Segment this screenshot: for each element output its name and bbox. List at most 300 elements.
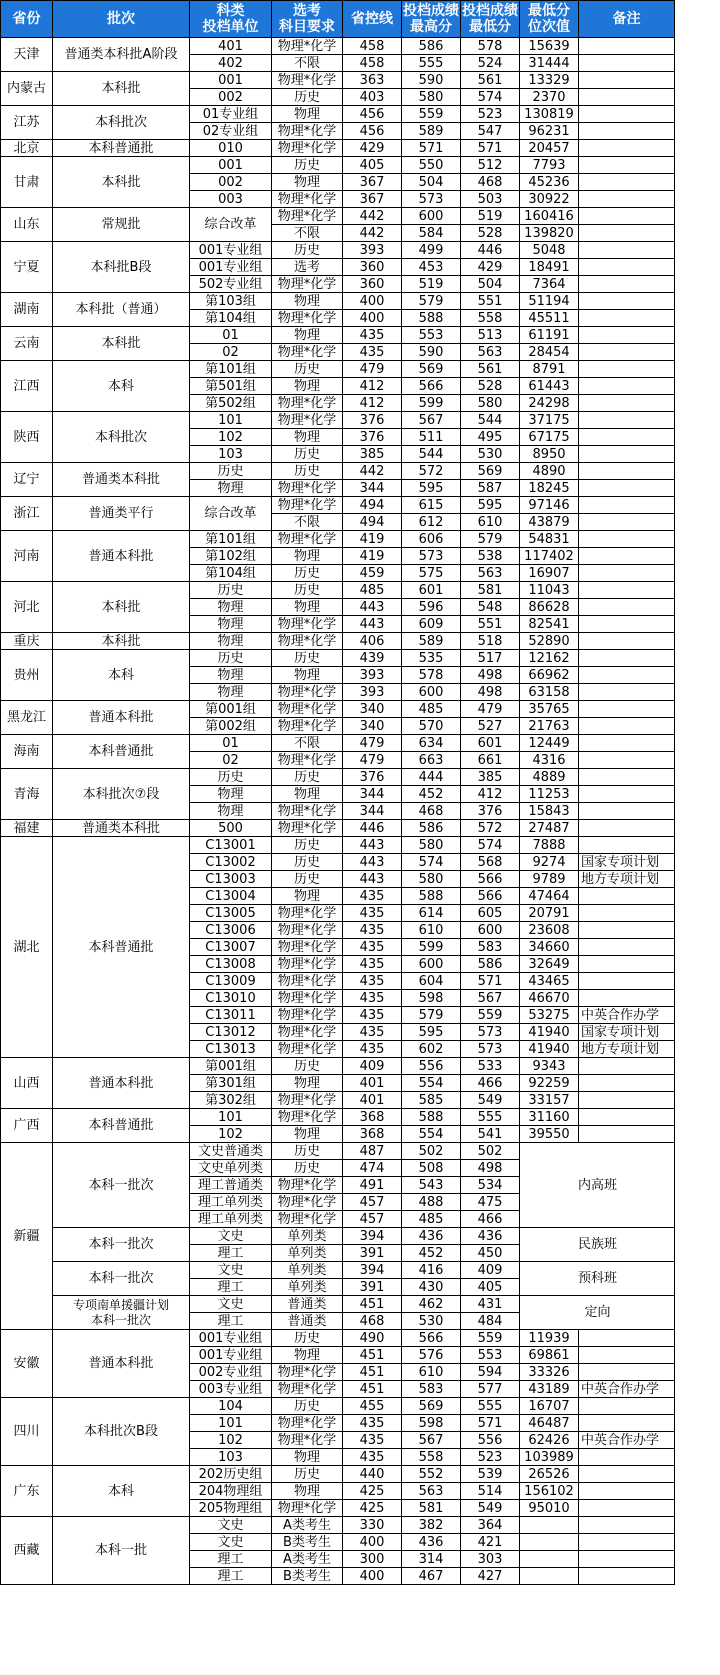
note-cell bbox=[579, 1415, 675, 1432]
note-cell bbox=[579, 378, 675, 395]
unit-cell: 102 bbox=[190, 1432, 272, 1449]
batch-cell: 本科批B段 bbox=[53, 242, 190, 293]
subject-cell: 物理 bbox=[272, 1347, 343, 1364]
note-cell bbox=[579, 1126, 675, 1143]
control-line-cell: 406 bbox=[343, 633, 402, 650]
max-score-cell: 467 bbox=[402, 1568, 461, 1585]
max-score-cell: 634 bbox=[402, 735, 461, 752]
table-row bbox=[1, 1262, 675, 1279]
unit-cell: C13013 bbox=[190, 1041, 272, 1058]
province-cell: 湖南 bbox=[1, 293, 53, 327]
unit-cell: 010 bbox=[190, 140, 272, 157]
max-score-cell: 488 bbox=[402, 1194, 461, 1211]
min-rank-cell: 139820 bbox=[520, 225, 579, 242]
max-score-cell: 569 bbox=[402, 1398, 461, 1415]
min-score-cell: 385 bbox=[461, 769, 520, 786]
unit-cell: 500 bbox=[190, 820, 272, 837]
min-rank-cell: 32649 bbox=[520, 956, 579, 973]
province-cell: 甘肃 bbox=[1, 157, 53, 208]
max-score-cell: 600 bbox=[402, 684, 461, 701]
unit-cell: 001专业组 bbox=[190, 1347, 272, 1364]
min-score-cell: 561 bbox=[461, 361, 520, 378]
batch-cell: 本科批 bbox=[53, 633, 190, 650]
header-min-rank: 最低分 位次值 bbox=[520, 1, 579, 38]
control-line-cell: 405 bbox=[343, 157, 402, 174]
min-rank-cell: 33326 bbox=[520, 1364, 579, 1381]
min-rank-cell: 37175 bbox=[520, 412, 579, 429]
min-rank-cell: 45236 bbox=[520, 174, 579, 191]
note-cell bbox=[579, 769, 675, 786]
note-cell bbox=[579, 174, 675, 191]
min-rank-cell: 47464 bbox=[520, 888, 579, 905]
min-score-cell: 303 bbox=[461, 1551, 520, 1568]
note-cell bbox=[579, 667, 675, 684]
max-score-cell: 595 bbox=[402, 480, 461, 497]
note-cell: 预科班 bbox=[520, 1262, 675, 1296]
table-row bbox=[1, 242, 675, 259]
note-cell bbox=[579, 1364, 675, 1381]
control-line-cell: 458 bbox=[343, 38, 402, 55]
subject-cell: 单列类 bbox=[272, 1245, 343, 1262]
batch-cell: 本科一批次 bbox=[53, 1143, 190, 1228]
header-batch: 批次 bbox=[53, 1, 190, 38]
max-score-cell: 550 bbox=[402, 157, 461, 174]
max-score-cell: 588 bbox=[402, 1109, 461, 1126]
max-score-cell: 579 bbox=[402, 293, 461, 310]
max-score-cell: 600 bbox=[402, 956, 461, 973]
province-cell: 安徽 bbox=[1, 1330, 53, 1398]
table-row bbox=[1, 412, 675, 429]
province-cell: 辽宁 bbox=[1, 463, 53, 497]
table-row bbox=[1, 1228, 675, 1245]
max-score-cell: 599 bbox=[402, 395, 461, 412]
control-line-cell: 442 bbox=[343, 208, 402, 225]
province-cell: 浙江 bbox=[1, 497, 53, 531]
min-score-cell: 528 bbox=[461, 225, 520, 242]
table-row bbox=[1, 650, 675, 667]
batch-cell: 本科批（普通） bbox=[53, 293, 190, 327]
unit-cell: 204物理组 bbox=[190, 1483, 272, 1500]
min-rank-cell: 18245 bbox=[520, 480, 579, 497]
min-score-cell: 466 bbox=[461, 1075, 520, 1092]
control-line-cell: 376 bbox=[343, 412, 402, 429]
min-score-cell: 577 bbox=[461, 1381, 520, 1398]
note-cell bbox=[579, 327, 675, 344]
unit-cell: C13011 bbox=[190, 1007, 272, 1024]
min-rank-cell: 23608 bbox=[520, 922, 579, 939]
min-score-cell: 586 bbox=[461, 956, 520, 973]
min-rank-cell: 61443 bbox=[520, 378, 579, 395]
min-score-cell: 573 bbox=[461, 1041, 520, 1058]
control-line-cell: 360 bbox=[343, 276, 402, 293]
subject-cell: A类考生 bbox=[272, 1551, 343, 1568]
control-line-cell: 446 bbox=[343, 820, 402, 837]
min-score-cell: 567 bbox=[461, 990, 520, 1007]
control-line-cell: 394 bbox=[343, 1228, 402, 1245]
province-cell: 青海 bbox=[1, 769, 53, 820]
subject-cell: 物理*化学 bbox=[272, 990, 343, 1007]
max-score-cell: 596 bbox=[402, 599, 461, 616]
min-score-cell: 587 bbox=[461, 480, 520, 497]
max-score-cell: 555 bbox=[402, 55, 461, 72]
min-score-cell: 569 bbox=[461, 463, 520, 480]
note-cell bbox=[579, 242, 675, 259]
note-cell bbox=[579, 786, 675, 803]
subject-cell: 物理*化学 bbox=[272, 1007, 343, 1024]
subject-cell: 物理*化学 bbox=[272, 701, 343, 718]
unit-cell: 502专业组 bbox=[190, 276, 272, 293]
control-line-cell: 344 bbox=[343, 480, 402, 497]
subject-cell: 物理 bbox=[272, 293, 343, 310]
max-score-cell: 575 bbox=[402, 565, 461, 582]
control-line-cell: 451 bbox=[343, 1347, 402, 1364]
max-score-cell: 511 bbox=[402, 429, 461, 446]
batch-cell: 本科 bbox=[53, 1466, 190, 1517]
table-row bbox=[1, 1143, 675, 1160]
batch-cell: 专项南单援疆计划 本科一批次 bbox=[53, 1296, 190, 1330]
subject-cell: 物理*化学 bbox=[272, 140, 343, 157]
min-rank-cell: 92259 bbox=[520, 1075, 579, 1092]
max-score-cell: 590 bbox=[402, 72, 461, 89]
min-score-cell: 571 bbox=[461, 1415, 520, 1432]
unit-cell: 202历史组 bbox=[190, 1466, 272, 1483]
batch-cell: 普通类本科批 bbox=[53, 820, 190, 837]
subject-cell: B类考生 bbox=[272, 1534, 343, 1551]
note-cell bbox=[579, 531, 675, 548]
table-row bbox=[1, 293, 675, 310]
subject-cell: 物理*化学 bbox=[272, 922, 343, 939]
note-cell: 地方专项计划 bbox=[579, 871, 675, 888]
unit-cell: 第104组 bbox=[190, 310, 272, 327]
subject-cell: 物理 bbox=[272, 599, 343, 616]
control-line-cell: 393 bbox=[343, 684, 402, 701]
note-cell bbox=[579, 905, 675, 922]
unit-cell: 物理 bbox=[190, 684, 272, 701]
header-unit: 科类 投档单位 bbox=[190, 1, 272, 38]
subject-cell: 单列类 bbox=[272, 1262, 343, 1279]
min-score-cell: 364 bbox=[461, 1517, 520, 1534]
batch-cell: 本科批 bbox=[53, 327, 190, 361]
control-line-cell: 435 bbox=[343, 327, 402, 344]
min-rank-cell: 16907 bbox=[520, 565, 579, 582]
control-line-cell: 363 bbox=[343, 72, 402, 89]
unit-cell: 002专业组 bbox=[190, 1364, 272, 1381]
min-rank-cell: 9343 bbox=[520, 1058, 579, 1075]
min-score-cell: 538 bbox=[461, 548, 520, 565]
note-cell bbox=[579, 565, 675, 582]
unit-cell: 01 bbox=[190, 327, 272, 344]
subject-cell: 物理*化学 bbox=[272, 1024, 343, 1041]
min-score-cell: 595 bbox=[461, 497, 520, 514]
unit-cell: 第101组 bbox=[190, 361, 272, 378]
min-score-cell: 559 bbox=[461, 1330, 520, 1347]
subject-cell: 普通类 bbox=[272, 1296, 343, 1313]
max-score-cell: 453 bbox=[402, 259, 461, 276]
note-cell bbox=[579, 157, 675, 174]
control-line-cell: 435 bbox=[343, 1007, 402, 1024]
table-row bbox=[1, 140, 675, 157]
max-score-cell: 586 bbox=[402, 38, 461, 55]
control-line-cell: 458 bbox=[343, 55, 402, 72]
min-score-cell: 571 bbox=[461, 973, 520, 990]
min-rank-cell: 9789 bbox=[520, 871, 579, 888]
max-score-cell: 567 bbox=[402, 412, 461, 429]
subject-cell: 单列类 bbox=[272, 1279, 343, 1296]
max-score-cell: 556 bbox=[402, 1058, 461, 1075]
max-score-cell: 606 bbox=[402, 531, 461, 548]
control-line-cell: 451 bbox=[343, 1364, 402, 1381]
subject-cell: 历史 bbox=[272, 157, 343, 174]
max-score-cell: 598 bbox=[402, 1415, 461, 1432]
province-cell: 云南 bbox=[1, 327, 53, 361]
max-score-cell: 559 bbox=[402, 106, 461, 123]
subject-cell: 物理*化学 bbox=[272, 412, 343, 429]
unit-cell: 001专业组 bbox=[190, 259, 272, 276]
subject-cell: 物理*化学 bbox=[272, 1041, 343, 1058]
note-cell bbox=[579, 1483, 675, 1500]
max-score-cell: 610 bbox=[402, 922, 461, 939]
note-cell bbox=[579, 1058, 675, 1075]
unit-cell: 第002组 bbox=[190, 718, 272, 735]
min-rank-cell: 160416 bbox=[520, 208, 579, 225]
subject-cell: 物理 bbox=[272, 1075, 343, 1092]
max-score-cell: 314 bbox=[402, 1551, 461, 1568]
min-rank-cell: 9274 bbox=[520, 854, 579, 871]
max-score-cell: 462 bbox=[402, 1296, 461, 1313]
control-line-cell: 394 bbox=[343, 1262, 402, 1279]
control-line-cell: 443 bbox=[343, 854, 402, 871]
min-score-cell: 498 bbox=[461, 684, 520, 701]
subject-cell: 物理*化学 bbox=[272, 344, 343, 361]
unit-cell: 历史 bbox=[190, 769, 272, 786]
control-line-cell: 425 bbox=[343, 1483, 402, 1500]
control-line-cell: 435 bbox=[343, 888, 402, 905]
max-score-cell: 581 bbox=[402, 1500, 461, 1517]
unit-cell: 文史 bbox=[190, 1262, 272, 1279]
unit-cell: 历史 bbox=[190, 582, 272, 599]
max-score-cell: 586 bbox=[402, 820, 461, 837]
max-score-cell: 530 bbox=[402, 1313, 461, 1330]
unit-cell: C13004 bbox=[190, 888, 272, 905]
note-cell bbox=[579, 361, 675, 378]
unit-cell: 文史 bbox=[190, 1228, 272, 1245]
control-line-cell: 479 bbox=[343, 735, 402, 752]
subject-cell: 物理*化学 bbox=[272, 123, 343, 140]
min-score-cell: 533 bbox=[461, 1058, 520, 1075]
subject-cell: 物理*化学 bbox=[272, 1092, 343, 1109]
min-score-cell: 559 bbox=[461, 1007, 520, 1024]
max-score-cell: 430 bbox=[402, 1279, 461, 1296]
min-score-cell: 574 bbox=[461, 837, 520, 854]
max-score-cell: 602 bbox=[402, 1041, 461, 1058]
subject-cell: 物理 bbox=[272, 327, 343, 344]
unit-cell: 001 bbox=[190, 157, 272, 174]
min-rank-cell: 16707 bbox=[520, 1398, 579, 1415]
max-score-cell: 569 bbox=[402, 361, 461, 378]
control-line-cell: 435 bbox=[343, 1041, 402, 1058]
control-line-cell: 479 bbox=[343, 752, 402, 769]
min-rank-cell: 35765 bbox=[520, 701, 579, 718]
control-line-cell: 451 bbox=[343, 1296, 402, 1313]
unit-cell: 理工普通类 bbox=[190, 1177, 272, 1194]
table-row bbox=[1, 497, 675, 514]
note-cell bbox=[579, 344, 675, 361]
subject-cell: 物理*化学 bbox=[272, 956, 343, 973]
province-cell: 广西 bbox=[1, 1109, 53, 1143]
unit-cell: 物理 bbox=[190, 616, 272, 633]
control-line-cell: 400 bbox=[343, 1568, 402, 1585]
subject-cell: 物理 bbox=[272, 786, 343, 803]
min-score-cell: 551 bbox=[461, 616, 520, 633]
unit-cell: 理工 bbox=[190, 1279, 272, 1296]
note-cell: 民族班 bbox=[520, 1228, 675, 1262]
min-score-cell: 594 bbox=[461, 1364, 520, 1381]
control-line-cell: 442 bbox=[343, 463, 402, 480]
min-score-cell: 574 bbox=[461, 89, 520, 106]
unit-cell: 历史 bbox=[190, 463, 272, 480]
note-cell bbox=[579, 106, 675, 123]
header-control-line: 省控线 bbox=[343, 1, 402, 38]
min-score-cell: 581 bbox=[461, 582, 520, 599]
control-line-cell: 435 bbox=[343, 990, 402, 1007]
province-cell: 新疆 bbox=[1, 1143, 53, 1330]
control-line-cell: 485 bbox=[343, 582, 402, 599]
subject-cell: 历史 bbox=[272, 837, 343, 854]
min-rank-cell: 11939 bbox=[520, 1330, 579, 1347]
control-line-cell: 435 bbox=[343, 1024, 402, 1041]
unit-cell: 101 bbox=[190, 1109, 272, 1126]
unit-cell: 综合改革 bbox=[190, 208, 272, 242]
min-rank-cell: 24298 bbox=[520, 395, 579, 412]
min-score-cell: 518 bbox=[461, 633, 520, 650]
control-line-cell: 419 bbox=[343, 548, 402, 565]
note-cell bbox=[579, 1398, 675, 1415]
unit-cell: 理工单列类 bbox=[190, 1194, 272, 1211]
note-cell bbox=[579, 956, 675, 973]
unit-cell: 理工 bbox=[190, 1313, 272, 1330]
max-score-cell: 579 bbox=[402, 1007, 461, 1024]
control-line-cell: 435 bbox=[343, 1449, 402, 1466]
control-line-cell: 442 bbox=[343, 225, 402, 242]
min-rank-cell: 4316 bbox=[520, 752, 579, 769]
unit-cell: 物理 bbox=[190, 633, 272, 650]
note-cell bbox=[579, 123, 675, 140]
note-cell bbox=[579, 446, 675, 463]
subject-cell: 物理*化学 bbox=[272, 38, 343, 55]
max-score-cell: 436 bbox=[402, 1534, 461, 1551]
note-cell bbox=[579, 429, 675, 446]
note-cell bbox=[579, 1466, 675, 1483]
min-rank-cell bbox=[520, 1568, 579, 1585]
min-score-cell: 549 bbox=[461, 1500, 520, 1517]
batch-cell: 本科普通批 bbox=[53, 735, 190, 769]
control-line-cell: 435 bbox=[343, 939, 402, 956]
min-rank-cell: 46487 bbox=[520, 1415, 579, 1432]
batch-cell: 本科批次 bbox=[53, 412, 190, 463]
min-rank-cell: 31444 bbox=[520, 55, 579, 72]
note-cell bbox=[579, 548, 675, 565]
min-rank-cell: 43879 bbox=[520, 514, 579, 531]
min-score-cell: 539 bbox=[461, 1466, 520, 1483]
subject-cell: 历史 bbox=[272, 361, 343, 378]
control-line-cell: 443 bbox=[343, 871, 402, 888]
batch-cell: 本科批次 bbox=[53, 106, 190, 140]
min-score-cell: 563 bbox=[461, 344, 520, 361]
unit-cell: 第101组 bbox=[190, 531, 272, 548]
max-score-cell: 663 bbox=[402, 752, 461, 769]
min-score-cell: 498 bbox=[461, 1160, 520, 1177]
header-min-score: 投档成绩 最低分 bbox=[461, 1, 520, 38]
unit-cell: 第302组 bbox=[190, 1092, 272, 1109]
control-line-cell: 429 bbox=[343, 140, 402, 157]
table-row bbox=[1, 38, 675, 55]
min-score-cell: 580 bbox=[461, 395, 520, 412]
table-row bbox=[1, 72, 675, 89]
subject-cell: 物理*化学 bbox=[272, 276, 343, 293]
control-line-cell: 409 bbox=[343, 1058, 402, 1075]
unit-cell: 02专业组 bbox=[190, 123, 272, 140]
min-rank-cell: 15843 bbox=[520, 803, 579, 820]
note-cell: 定向 bbox=[520, 1296, 675, 1330]
min-score-cell: 551 bbox=[461, 293, 520, 310]
min-rank-cell: 117402 bbox=[520, 548, 579, 565]
unit-cell: C13003 bbox=[190, 871, 272, 888]
control-line-cell: 457 bbox=[343, 1211, 402, 1228]
max-score-cell: 589 bbox=[402, 633, 461, 650]
max-score-cell: 573 bbox=[402, 548, 461, 565]
unit-cell: 103 bbox=[190, 1449, 272, 1466]
min-score-cell: 555 bbox=[461, 1109, 520, 1126]
note-cell bbox=[579, 1109, 675, 1126]
note-cell bbox=[579, 1330, 675, 1347]
subject-cell: 物理*化学 bbox=[272, 1211, 343, 1228]
min-score-cell: 528 bbox=[461, 378, 520, 395]
table-header-row bbox=[1, 1, 675, 38]
max-score-cell: 485 bbox=[402, 1211, 461, 1228]
max-score-cell: 576 bbox=[402, 1347, 461, 1364]
min-rank-cell bbox=[520, 1517, 579, 1534]
control-line-cell: 491 bbox=[343, 1177, 402, 1194]
unit-cell: 理工 bbox=[190, 1245, 272, 1262]
min-rank-cell: 28454 bbox=[520, 344, 579, 361]
min-rank-cell: 20791 bbox=[520, 905, 579, 922]
min-score-cell: 519 bbox=[461, 208, 520, 225]
subject-cell: 物理*化学 bbox=[272, 395, 343, 412]
note-cell: 内高班 bbox=[520, 1143, 675, 1228]
subject-cell: 物理*化学 bbox=[272, 310, 343, 327]
table-row bbox=[1, 1296, 675, 1313]
unit-cell: 历史 bbox=[190, 650, 272, 667]
note-cell: 中英合作办学 bbox=[579, 1007, 675, 1024]
min-rank-cell: 103989 bbox=[520, 1449, 579, 1466]
province-cell: 海南 bbox=[1, 735, 53, 769]
province-cell: 福建 bbox=[1, 820, 53, 837]
control-line-cell: 385 bbox=[343, 446, 402, 463]
control-line-cell: 393 bbox=[343, 242, 402, 259]
subject-cell: 历史 bbox=[272, 565, 343, 582]
min-rank-cell: 4889 bbox=[520, 769, 579, 786]
subject-cell: B类考生 bbox=[272, 1568, 343, 1585]
min-rank-cell: 54831 bbox=[520, 531, 579, 548]
min-score-cell: 553 bbox=[461, 1347, 520, 1364]
control-line-cell: 457 bbox=[343, 1194, 402, 1211]
subject-cell: 物理*化学 bbox=[272, 480, 343, 497]
max-score-cell: 574 bbox=[402, 854, 461, 871]
control-line-cell: 412 bbox=[343, 395, 402, 412]
min-score-cell: 495 bbox=[461, 429, 520, 446]
note-cell bbox=[579, 735, 675, 752]
subject-cell: 物理*化学 bbox=[272, 191, 343, 208]
